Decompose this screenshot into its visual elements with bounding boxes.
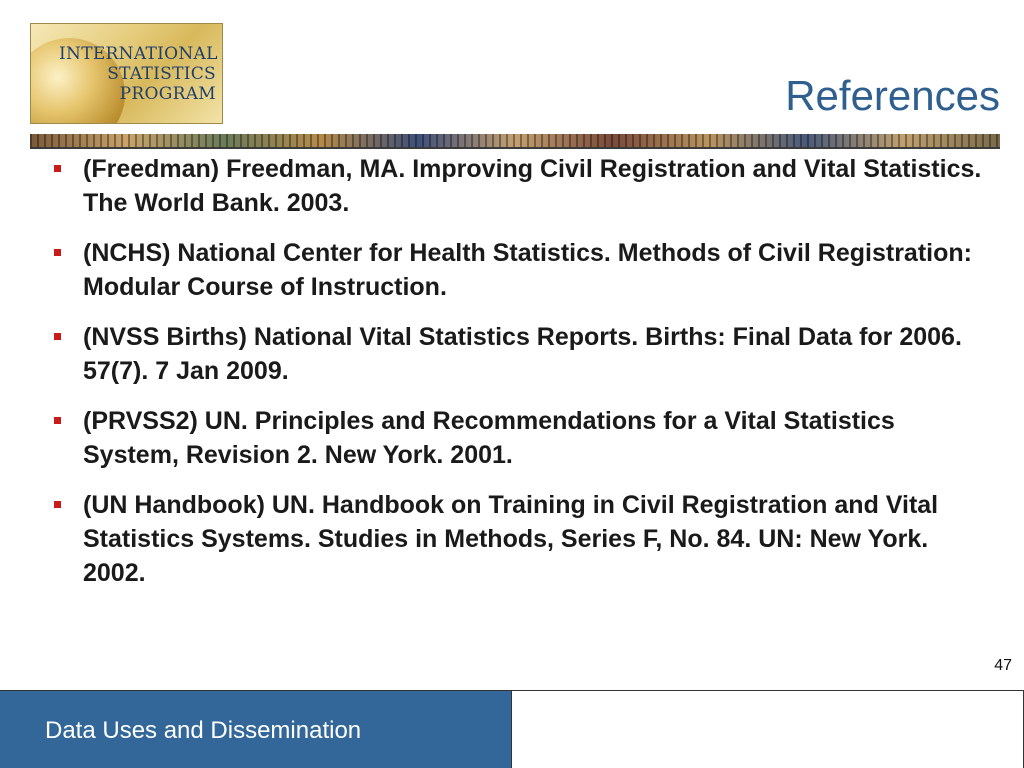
logo-line-1: INTERNATIONAL (59, 44, 218, 64)
decorative-band (30, 134, 1000, 147)
square-bullet-icon (54, 165, 61, 172)
reference-text: (NCHS) National Center for Health Statistics. Methods of Civil Registration: Modular Course of Instruction. (83, 239, 972, 301)
square-bullet-icon (54, 501, 61, 508)
reference-item (48, 152, 988, 220)
reference-item (48, 320, 988, 388)
page-number: 47 (994, 657, 1012, 674)
slide-title: References (785, 72, 1000, 119)
footer (0, 690, 1024, 768)
footer-label: Data Uses and Dissemination (45, 717, 362, 744)
title-divider (30, 147, 1000, 149)
square-bullet-icon (54, 333, 61, 340)
reference-text: (UN Handbook) UN. Handbook on Training in Civil Registration and Vital Statistics Systems. Studies in Methods, Series F, No. 84. UN: New York. 2002. (83, 491, 939, 587)
reference-list (48, 152, 988, 606)
footer-section-label (0, 691, 512, 768)
logo-line-3: PROGRAM (119, 84, 216, 104)
reference-text: (Freedman) Freedman, MA. Improving Civil Registration and Vital Statistics. The World Bank. 2003. (83, 155, 982, 217)
reference-text: (NVSS Births) National Vital Statistics Reports. Births: Final Data for 2006. 57(7). 7 Jan 2009. (83, 323, 962, 385)
reference-text: (PRVSS2) UN. Principles and Recommendations for a Vital Statistics System, Revision 2. New York. 2001. (83, 407, 895, 469)
logo-text (59, 44, 216, 104)
reference-item (48, 404, 988, 472)
reference-item (48, 236, 988, 304)
logo-line-2: STATISTICS (107, 64, 216, 84)
square-bullet-icon (54, 249, 61, 256)
square-bullet-icon (54, 417, 61, 424)
isp-logo (30, 23, 223, 124)
footer-blank-panel (512, 691, 1024, 768)
reference-item (48, 488, 988, 590)
